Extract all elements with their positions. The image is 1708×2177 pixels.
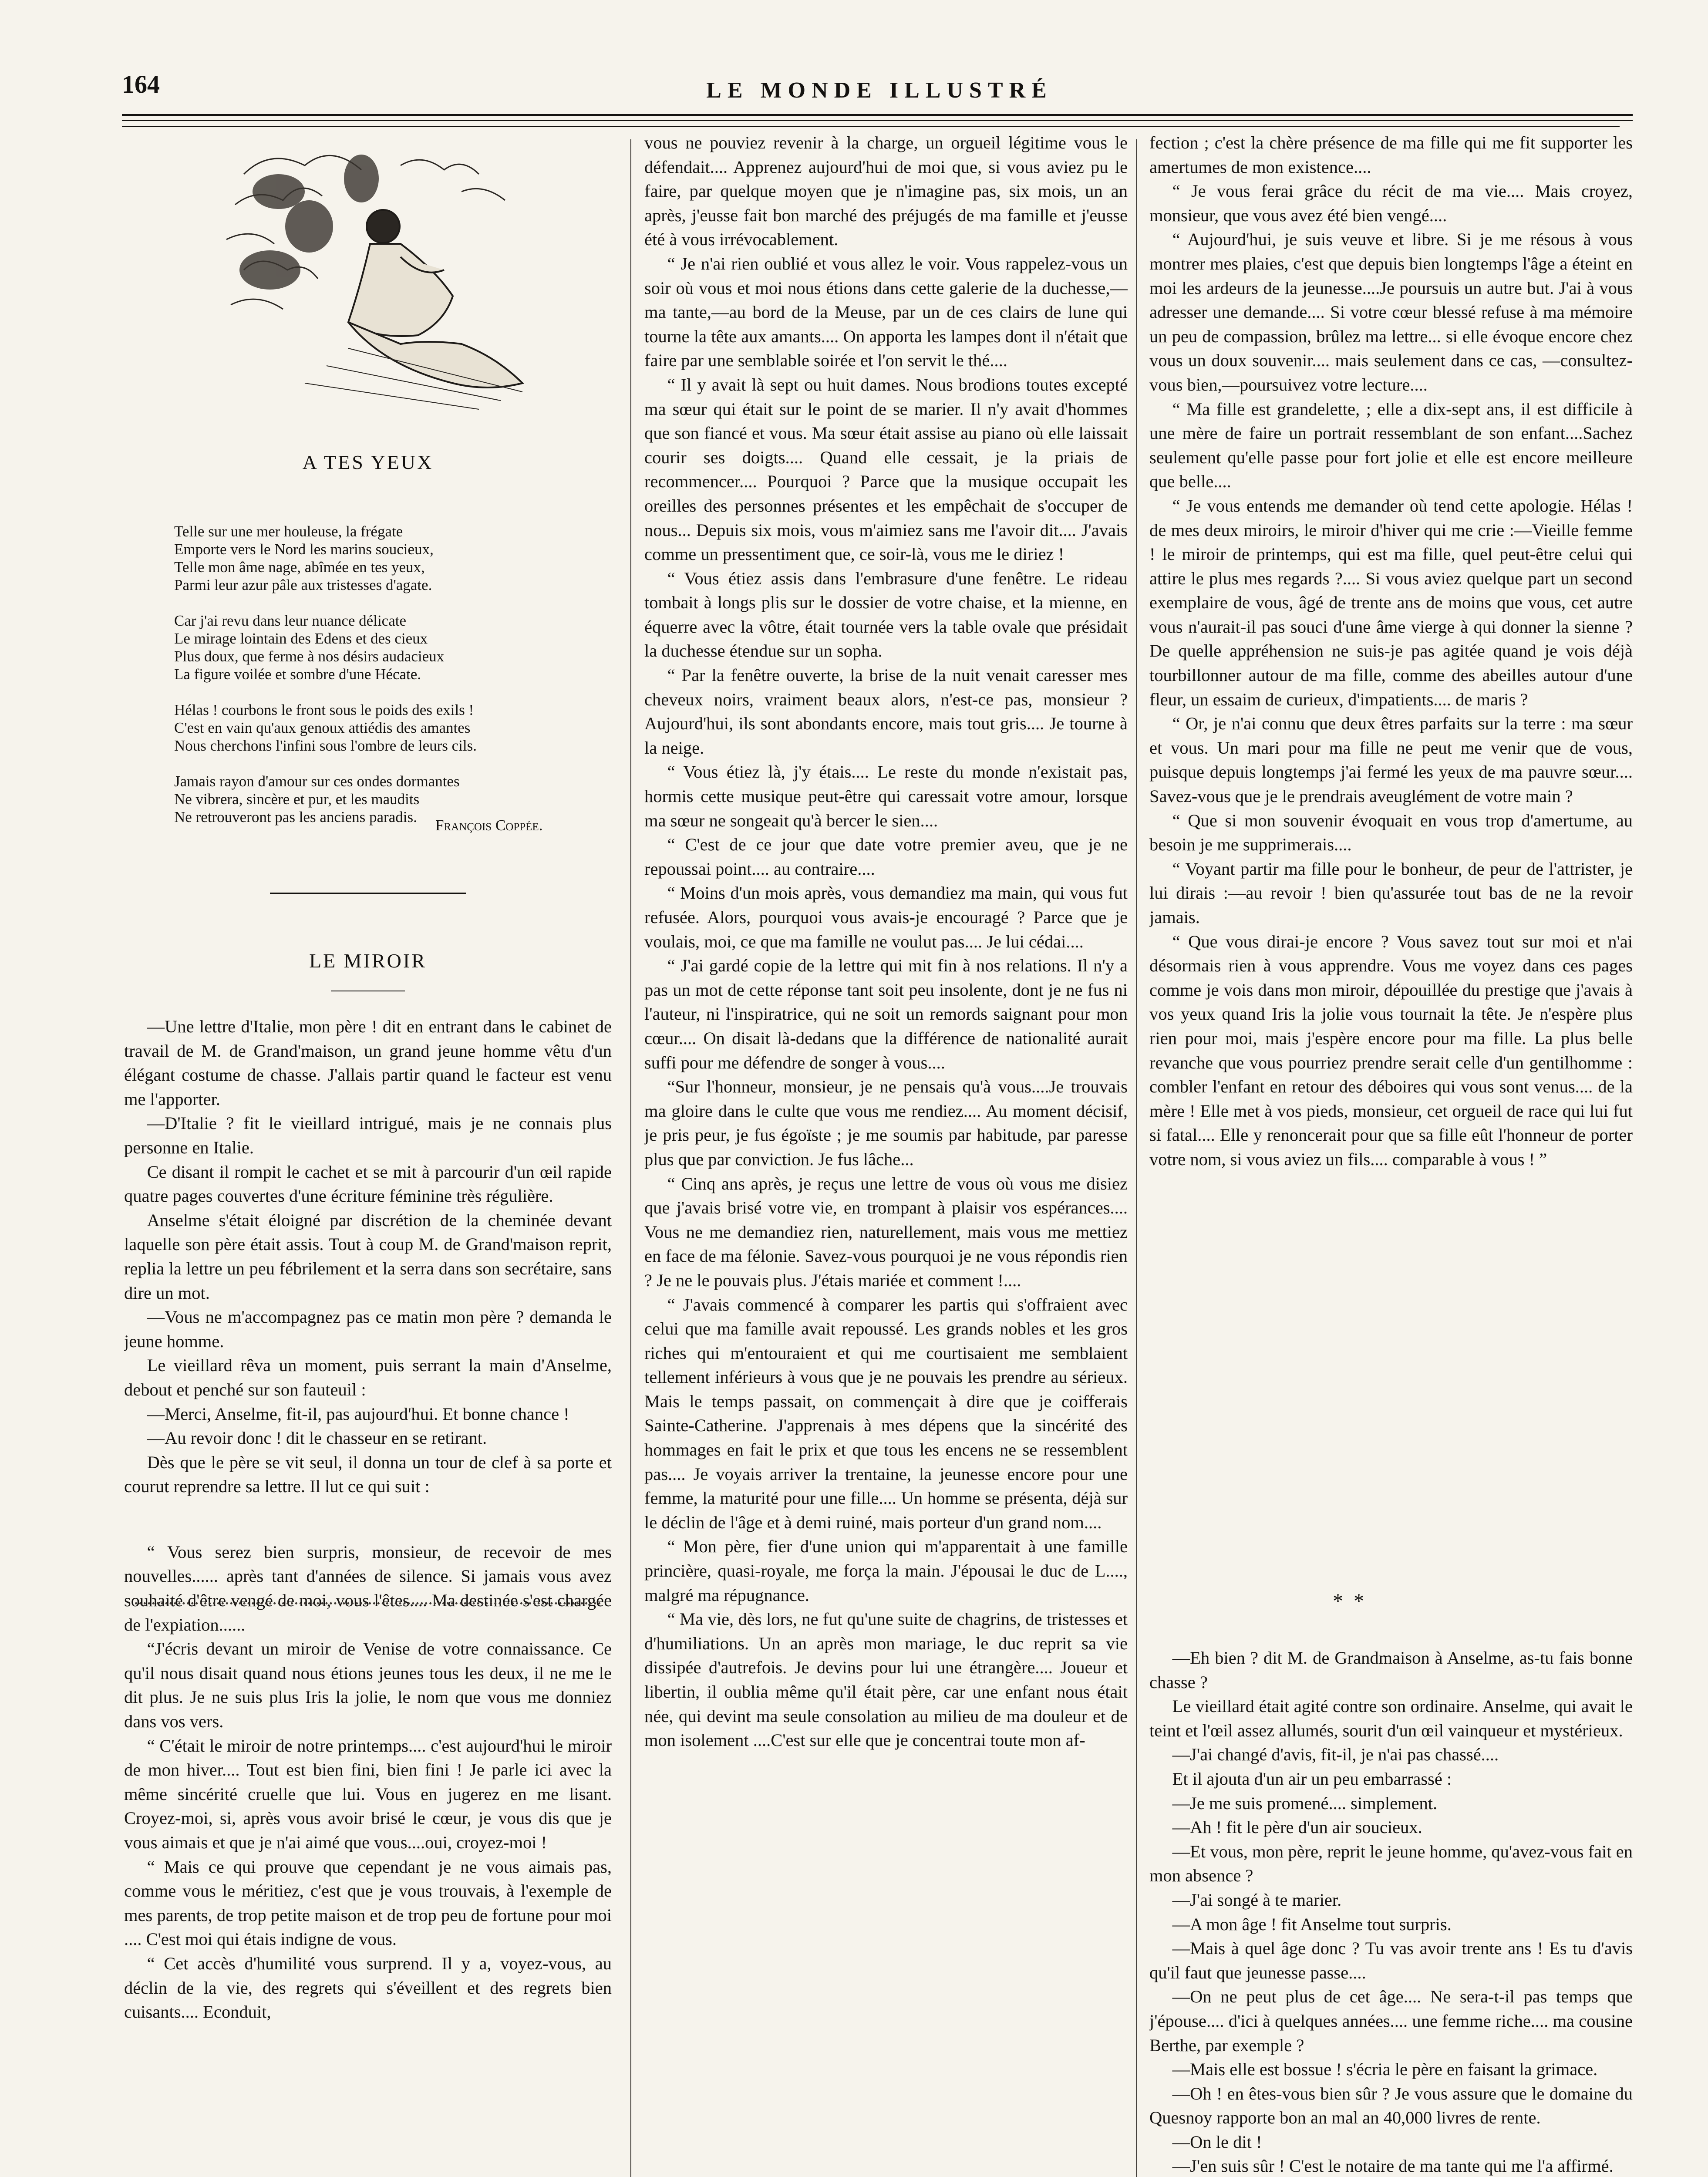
dotted-separator bbox=[135, 1594, 601, 1604]
paragraph: Le vieillard était agité contre son ordinaire. Anselme, qui avait le teint et l'œil assez allumés, sourit d'un œil vainqueur et mystérieux. bbox=[1149, 1696, 1633, 1740]
paragraph: Et il ajouta d'un air un peu embarrassé : bbox=[1172, 1769, 1452, 1789]
paragraph: “ Ma vie, dès lors, ne fut qu'une suite de chagrins, de tristesses et d'humiliations. Un an après mon mariage, le duc reprit sa vie dissipée d'autrefois. Je devins pour lui une étrangère.... Joueur et libertin, il oublia même qu'il était père, car une enfant nous était née, qui devint ma seule consolation au milieu de ma douleur et de mon isolement ....C'est sur elle que je concentrai toute mon af- bbox=[644, 1609, 1128, 1750]
paragraph: —Une lettre d'Italie, mon père ! dit en entrant dans le cabinet de travail de M. de Grand'maison, un grand jeune homme vêtu d'un élégant costume de chasse. J'allais partir quand le facteur est venu me l'apporter. bbox=[124, 1017, 612, 1109]
section-rule bbox=[270, 893, 466, 894]
header-rule bbox=[122, 126, 1620, 127]
paragraph: —Mais à quel âge donc ? Tu vas avoir trente ans ! Es tu d'avis qu'il faut que jeunesse passe.... bbox=[1149, 1938, 1633, 1982]
dotted-spacer bbox=[124, 1499, 612, 1540]
poem-stanza bbox=[174, 701, 601, 755]
poem-stanza bbox=[174, 522, 601, 594]
engraving-illustration bbox=[218, 139, 540, 418]
paragraph: —Je me suis promené.... simplement. bbox=[1172, 1793, 1438, 1813]
paragraph: “ C'est de ce jour que date votre premier aveu, que je ne repoussai point.... au contraire.... bbox=[644, 835, 1128, 879]
poem-line: Hélas ! courbons le front sous le poids des exils ! bbox=[174, 701, 474, 718]
asterism-separator: * * bbox=[1333, 1590, 1367, 1613]
paragraph: —Eh bien ? dit M. de Grandmaison à Anselme, as-tu fais bonne chasse ? bbox=[1149, 1648, 1633, 1692]
paragraph: “ Vous étiez là, j'y étais.... Le reste du monde n'existait pas, hormis cette musique peut-être qui caressait votre amour, lorsque ma sœur ne songeait qu'à bercer le sien.... bbox=[644, 762, 1128, 830]
paragraph: “ Vous étiez assis dans l'embrasure d'une fenêtre. Le rideau tombait à longs plis sur le dossier de votre chaise, et la mienne, en équerre avec la vôtre, était tournée vers la table ovale que présidait la duchesse étendue sur un sopha. bbox=[644, 568, 1128, 661]
paragraph: —Ah ! fit le père d'un air soucieux. bbox=[1172, 1817, 1422, 1837]
letter-paragraph: “J'écris devant un miroir de Venise de votre connaissance. Ce qu'il nous disait quand nous étions jeunes tous les deux, il ne me le dit plus. Je ne suis plus Iris la jolie, le nom que vous me donniez dans vos vers. bbox=[124, 1639, 612, 1732]
poem-line: La figure voilée et sombre d'une Hécate. bbox=[174, 666, 421, 683]
poem-line: Jamais rayon d'amour sur ces ondes dormantes bbox=[174, 773, 460, 790]
paragraph: “ Ma fille est grandelette, ; elle a dix-sept ans, il est difficile à une mère de faire un portrait ressemblant de son enfant....Sachez seulement qu'elle passe pour fort jolie et elle est encore meilleure que belle.... bbox=[1149, 399, 1633, 492]
paragraph: “ Que si mon souvenir évoquait en vous trop d'amertume, au besoin je me supprimerais.... bbox=[1149, 810, 1633, 855]
paragraph: Anselme s'était éloigné par discrétion de la cheminée devant laquelle son père était assis. Tout à coup M. de Grand'maison reprit, replia la lettre un peu fébrilement et la serra dans son secrétaire, sans dire un mot. bbox=[124, 1210, 612, 1303]
paragraph: —J'ai changé d'avis, fit-il, je n'ai pas chassé.... bbox=[1172, 1745, 1499, 1765]
paragraph: “ Aujourd'hui, je suis veuve et libre. Si je me résous à vous montrer mes plaies, c'est que depuis bien longtemps l'âge a éteint en moi les ardeurs de la jeunesse....Je poursuis un autre but. J'ai à vous adresser une demande.... Si votre cœur blessé refuse à ma mémoire un peu de compassion, brûlez ma lettre... si elle évoque encore chez vous un doux souvenir.... mais seulement dans ce cas, —consultez-vous bien,—poursuivez votre lecture.... bbox=[1149, 229, 1633, 394]
poem-line: Ne vibrera, sincère et pur, et les maudits bbox=[174, 791, 420, 808]
paragraph: “ J'avais commencé à comparer les partis qui s'offraient avec celui que ma famille avait repoussé. Les grands nobles et les gros riches qui m'entouraient et qui me courtisaient me semblaient tellement inférieurs à vous que je ne pouvais les prendre au sérieux. Mais le temps passait, on commençait à dire que je coifferais Sainte-Catherine. J'apprenais à mes dépens que la sincérité des hommages en fait le prix et que tous les encens ne se ressemblent pas.... Je voyais arriver la trentaine, la jeunesse encore pour une femme, la maturité pour une fille.... Un homme se présenta, déjà sur le déclin de l'âge et à demi ruiné, mais porteur d'un grand nom.... bbox=[644, 1294, 1128, 1532]
poem-line: Telle mon âme nage, abîmée en tes yeux, bbox=[174, 559, 425, 576]
letter-paragraph: “ C'était le miroir de notre printemps.... c'est aujourd'hui le miroir de mon hiver.... Tout est bien fini, bien fini ! Je parle ici avec la même sincérité cruelle que lui. Vous en jugerez en me lisant. Croyez-moi, si, après vous avoir brisé le cœur, je vous dis que je vous aimais et que je n'ai aimé que vous....oui, croyez-moi ! bbox=[124, 1736, 612, 1852]
masthead: LE MONDE ILLUSTRÉ bbox=[706, 78, 1053, 103]
paragraph: —Oh ! en êtes-vous bien sûr ? Je vous assure que le domaine du Quesnoy rapporte bon an mal an 40,000 livres de rente. bbox=[1149, 2083, 1633, 2128]
poem-body bbox=[174, 522, 601, 844]
column-divider bbox=[1136, 139, 1137, 2177]
page-number: 164 bbox=[122, 70, 160, 98]
paragraph: “ J'ai gardé copie de la lettre qui mit fin à nos relations. Il n'y a pas un mot de cette réponse tant soit peu insolente, dont je ne fus ni l'auteur, ni l'inspiratrice, qui ne soit un remords saignant pour mon cœur.... On disait là-dedans que la différence de nationalité aurait suffi pour me défendre de songer à vous.... bbox=[644, 956, 1128, 1072]
paragraph: Dès que le père se vit seul, il donna un tour de clef à sa porte et courut reprendre sa lettre. Il lut ce qui suit : bbox=[124, 1452, 612, 1496]
paragraph: fection ; c'est la chère présence de ma fille qui me fit supporter les amertumes de mon existence.... bbox=[1149, 133, 1633, 177]
paragraph: —D'Italie ? fit le vieillard intrigué, mais je ne connais plus personne en Italie. bbox=[124, 1113, 612, 1157]
paragraph: —On ne peut plus de cet âge.... Ne sera-t-il pas temps que j'épouse.... d'ici à quelques années.... une femme riche.... ma cousine Berthe, par exemple ? bbox=[1149, 1987, 1633, 2055]
paragraph: “ Il y avait là sept ou huit dames. Nous brodions toutes excepté ma sœur qui était sur le point de se marier. Il n'y avait d'hommes que son fiancé et vous. Ma sœur était assise au piano où elle laissait courir ses doigts.... Quand elle cessait, je la priais de recommencer.... Pourquoi ? Parce que la musique occupait les oreilles des personnes présentes et les empêchait de s'occuper de nous... Depuis six mois, vous m'aimiez sans me l'avoir dit.... J'avais comme un pressentiment que, ce soir-là, vous me le diriez ! bbox=[644, 374, 1128, 564]
paragraph: —J'en suis sûr ! C'est le notaire de ma tante qui me l'a affirmé. bbox=[1172, 2156, 1614, 2176]
paragraph: “ Mon père, fier d'une union qui m'apparentait à une famille princière, quasi-royale, me força la main. J'épousai le duc de L...., malgré ma répugnance. bbox=[644, 1537, 1128, 1605]
paragraph: “ Je vous entends me demander où tend cette apologie. Hélas ! de mes deux miroirs, le miroir d'hiver qui me crie :—Vieille femme ! le miroir de printemps, qui est ma fille, quel peut-être celui qui attire le plus mes regards ?.... Si vous aviez quelque part un second exemplaire de vous, âgé de trente ans de moins que vous, cet autre vous n'aurait-il pas souci d'une âme vierge à qui donner la sienne ? De quelle appréhension ne suis-je pas agitée quand je vois déjà tourbillonner autour de ma fille, comme des abeilles autour d'une fleur, un essaim de curieux, d'impatients.... de maris ? bbox=[1149, 495, 1633, 709]
story-column-3 bbox=[1149, 131, 1633, 1581]
paragraph: Ce disant il rompit le cachet et se mit à parcourir d'un œil rapide quatre pages couvertes d'une écriture féminine très régulière. bbox=[124, 1162, 612, 1206]
paragraph: “ Que vous dirai-je encore ? Vous savez tout sur moi et n'ai désormais rien à vous apprendre. Vous me voyez dans ces pages comme je vois dans mon miroir, dépouillée du prestige que j'avais à vos yeux quand Iris la jolie vous tournait la tête. Je n'espère plus rien pour moi, mais j'espère encore pour ma fille. La plus belle revanche que vous pourriez prendre serait celle d'un gentilhomme : combler l'enfant en retour des déboires qui vous sont venus.... de la mère ! Elle met à vos pieds, monsieur, cet orgueil de race qui lui fut si fatal.... Elle y renoncerait pour que sa fille eût l'honneur de porter votre nom, si vous aviez un fils.... comparable à vous ! ” bbox=[1149, 931, 1633, 1169]
story-title: LE MIROIR bbox=[309, 950, 427, 972]
paragraph: Le vieillard rêva un moment, puis serrant la main d'Anselme, debout et penché sur son fauteuil : bbox=[124, 1355, 612, 1399]
story-column-2 bbox=[644, 131, 1128, 2177]
letter-paragraph: “ Mais ce qui prouve que cependant je ne vous aimais pas, comme vous le méritiez, c'est que je vous trouvais, à l'exemple de mes parents, de trop petite maison et de trop peu de fortune pour moi .... C'est moi qui étais indigne de vous. bbox=[124, 1857, 612, 1949]
paragraph: —Merci, Anselme, fit-il, pas aujourd'hui. Et bonne chance ! bbox=[147, 1404, 569, 1424]
column-divider bbox=[630, 139, 631, 2177]
paragraph: “ Je vous ferai grâce du récit de ma vie.... Mais croyez, monsieur, que vous avez été bien vengé.... bbox=[1149, 181, 1633, 225]
paragraph: “Sur l'honneur, monsieur, je ne pensais qu'à vous....Je trouvais ma gloire dans le culte que vous me rendiez.... Au moment décisif, je pris peur, je fus égoïste ; je me soumis par habitude, par paresse plus que par conviction. Je fus lâche... bbox=[644, 1077, 1128, 1169]
paragraph: vous ne pouviez revenir à la charge, un orgueil légitime vous le défendait.... Apprenez aujourd'hui de moi que, si vous aviez pu le faire, par quelque moyen que je n'imagine pas, six mois, un an après, j'eusse fait bon marché des préjugés de ma famille et j'eusse été à vous irrévocablement. bbox=[644, 133, 1128, 249]
paragraph: “ Cinq ans après, je reçus une lettre de vous où vous me disiez que j'avais brisé votre vie, en trompant à plaisir vos espérances.... Vous ne me demandiez rien, naturellement, mais vous me mettiez en face de ma félonie. Savez-vous pourquoi je ne vous répondis rien ? Je ne le pouvais plus. J'étais mariée et comment !.... bbox=[644, 1173, 1128, 1290]
letter-paragraph: “ Vous serez bien surpris, monsieur, de recevoir de mes nouvelles...... après tant d'années de silence. Si jamais vous avez souhaité d'être vengé de moi, vous l'êtes.... Ma destinée s'est chargée de l'expiation...... bbox=[124, 1542, 612, 1634]
header-rule bbox=[122, 120, 1633, 121]
paragraph: —On le dit ! bbox=[1172, 2132, 1262, 2152]
paragraph: “ Par la fenêtre ouverte, la brise de la nuit venait caresser mes cheveux noirs, vraiment beaux alors, n'est-ce pas, monsieur ? Aujourd'hui, ils sont abondants encore, mais tout gris.... Je tourne à la neige. bbox=[644, 665, 1128, 758]
poem-line: Telle sur une mer houleuse, la frégate bbox=[174, 523, 403, 540]
poem-line: Plus doux, que ferme à nos désirs audacieux bbox=[174, 648, 445, 665]
paragraph: —Mais elle est bossue ! s'écria le père en faisant la grimace. bbox=[1172, 2059, 1598, 2079]
poem-title: A TES YEUX bbox=[302, 451, 434, 473]
paragraph: —A mon âge ! fit Anselme tout surpris. bbox=[1172, 1914, 1452, 1934]
poem-stanza bbox=[174, 612, 601, 683]
paragraph: “ Moins d'un mois après, vous demandiez ma main, qui vous fut refusée. Alors, pourquoi vous avais-je encouragé ? Parce que je voulais, moi, ce que ma famille ne voulut pas.... Je lui cédai.... bbox=[644, 883, 1128, 951]
poem-line: Le mirage lointain des Edens et des cieux bbox=[174, 630, 428, 647]
header-rule bbox=[122, 114, 1633, 116]
poem-line: C'est en vain qu'aux genoux attiédis des amantes bbox=[174, 719, 471, 736]
paragraph: “ Or, je n'ai connu que deux êtres parfaits sur la terre : ma sœur et vous. Un mari pour ma fille ne peut me venir que de vous, puisque depuis longtemps j'ai fermé les yeux de ma pauvre sœur.... Savez-vous que je le prendrais aveuglément de votre main ? bbox=[1149, 714, 1633, 806]
paragraph: —Au revoir donc ! dit le chasseur en se retirant. bbox=[147, 1428, 487, 1448]
poem-author: François Coppée. bbox=[435, 817, 543, 834]
story-column-3-continued bbox=[1149, 1646, 1633, 2177]
paragraph: —Et vous, mon père, reprit le jeune homme, qu'avez-vous fait en mon absence ? bbox=[1149, 1841, 1633, 1886]
poem-line: Nous cherchons l'infini sous l'ombre de leurs cils. bbox=[174, 737, 477, 754]
paragraph: “ Je n'ai rien oublié et vous allez le voir. Vous rappelez-vous un soir où vous et moi nous étions dans cette galerie de la duchesse,—ma tante,—au bord de la Meuse, par un de ces clairs de lune qui tourne la tête aux amants.... On apporta les lampes dont il n'était que faire par une semblable soirée et l'on servit le thé.... bbox=[644, 253, 1128, 371]
poem-line: Emporte vers le Nord les marins soucieux, bbox=[174, 541, 434, 558]
letter-paragraph: “ Cet accès d'humilité vous surprend. Il y a, voyez-vous, au déclin de la vie, des regrets qui s'éveillent et des regrets bien cuisants.... Econduit, bbox=[124, 1953, 612, 2022]
paragraph: “ Voyant partir ma fille pour le bonheur, de peur de l'attrister, je lui dirais :—au revoir ! bien qu'assurée tout bas de ne la revoir jamais. bbox=[1149, 859, 1633, 927]
page-header bbox=[122, 61, 1637, 109]
poem-line: Parmi leur azur pâle aux tristesses d'agate. bbox=[174, 576, 432, 593]
poem-line: Car j'ai revu dans leur nuance délicate bbox=[174, 612, 406, 629]
paragraph: —Vous ne m'accompagnez pas ce matin mon père ? demanda le jeune homme. bbox=[124, 1307, 612, 1351]
poem-line: Ne retrouveront pas les anciens paradis. bbox=[174, 809, 417, 826]
paragraph: —J'ai songé à te marier. bbox=[1172, 1890, 1342, 1910]
